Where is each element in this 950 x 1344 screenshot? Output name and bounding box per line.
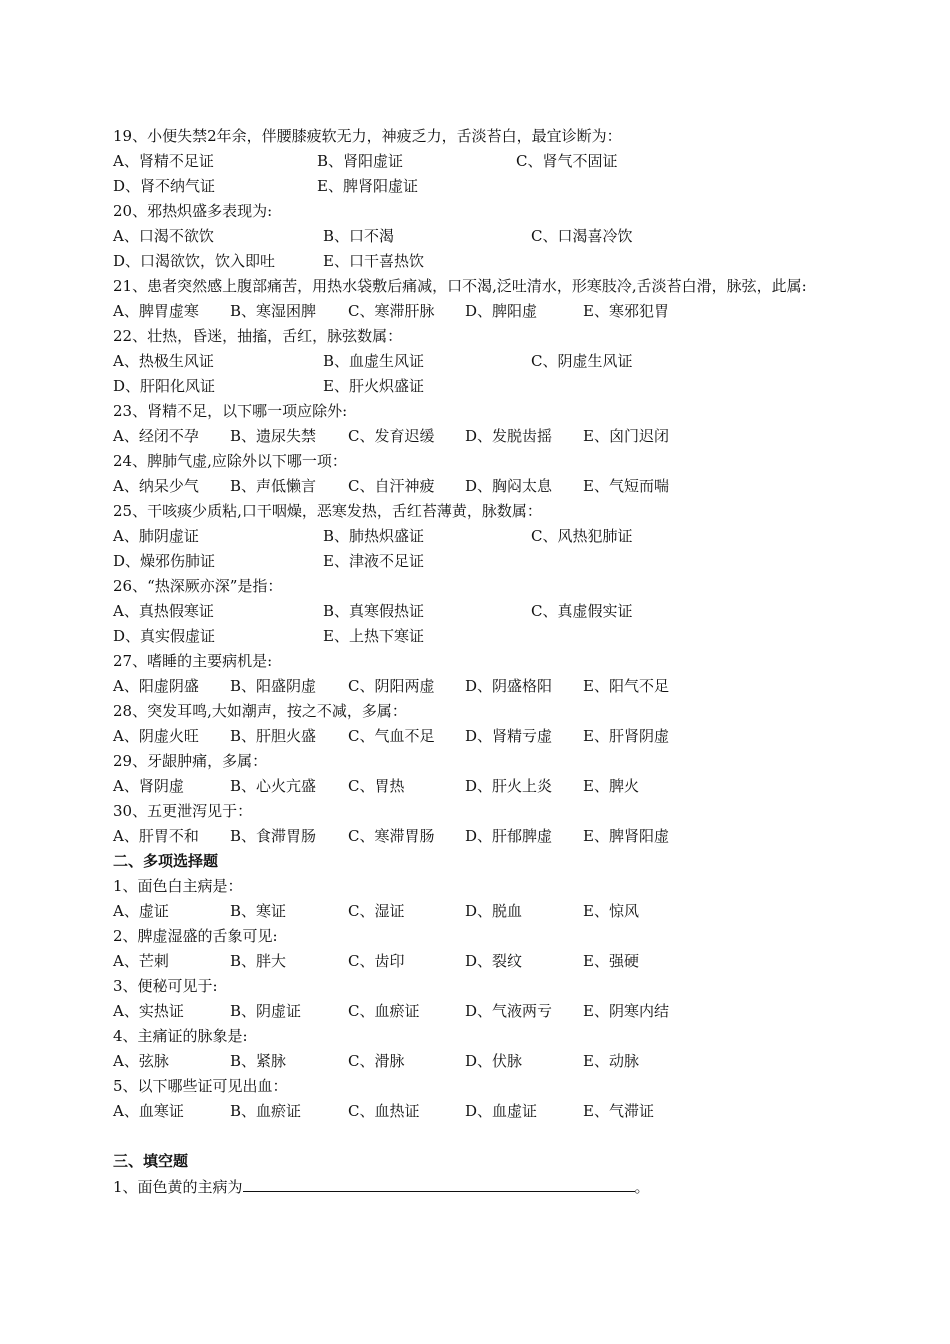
option-B: B、紧脉 <box>230 1052 287 1070</box>
question-stem: 20、邪热炽盛多表现为: <box>113 202 273 220</box>
question-stem: 2、脾虚湿盛的舌象可见: <box>113 927 278 945</box>
option-E: E、口干喜热饮 <box>323 252 424 270</box>
option-A: A、经闭不孕 <box>113 427 199 445</box>
option-D: D、肝郁脾虚 <box>465 827 553 845</box>
question-stem: 1、面色白主病是： <box>113 877 243 895</box>
option-C: C、湿证 <box>348 902 405 920</box>
option-E: E、动脉 <box>583 1052 639 1070</box>
option-D: D、脾阳虚 <box>465 302 538 320</box>
option-D: D、发脱齿摇 <box>465 427 553 445</box>
section-heading <box>113 1149 823 1174</box>
question-text <box>113 199 823 224</box>
option-D: D、肝阳化风证 <box>113 377 216 395</box>
exam-content <box>113 124 823 1199</box>
option-D: D、肝火上炎 <box>465 777 553 795</box>
option-E: E、津液不足证 <box>323 552 424 570</box>
option-row <box>113 724 823 749</box>
option-C: C、阴虚生风证 <box>531 352 633 370</box>
option-B: B、血虚生风证 <box>323 352 425 370</box>
option-C: C、寒滞胃肠 <box>348 827 435 845</box>
option-row <box>113 374 823 399</box>
option-E: E、肝肾阴虚 <box>583 727 669 745</box>
question-stem: 29、牙龈肿痛，多属： <box>113 752 268 770</box>
option-E: E、寒邪犯胃 <box>583 302 669 320</box>
option-C: C、发育迟缓 <box>348 427 435 445</box>
option-row <box>113 524 823 549</box>
option-A: A、血寒证 <box>113 1102 184 1120</box>
option-B: B、寒证 <box>230 902 287 920</box>
option-C: C、风热犯肺证 <box>531 527 633 545</box>
option-C: C、血热证 <box>348 1102 420 1120</box>
question-text <box>113 499 823 524</box>
option-C: C、真虚假实证 <box>531 602 633 620</box>
option-A: A、纳呆少气 <box>113 477 199 495</box>
option-E: E、囟门迟闭 <box>583 427 669 445</box>
option-row <box>113 824 823 849</box>
option-A: A、弦脉 <box>113 1052 169 1070</box>
option-row <box>113 1099 823 1124</box>
option-A: A、口渴不欲饮 <box>113 227 214 245</box>
question-text <box>113 649 823 674</box>
option-B: B、血瘀证 <box>230 1102 302 1120</box>
question-text <box>113 924 823 949</box>
option-row <box>113 949 823 974</box>
option-B: B、食滞胃肠 <box>230 827 317 845</box>
option-D: D、胸闷太息 <box>465 477 553 495</box>
question-stem: 28、突发耳鸣,大如潮声，按之不减，多属： <box>113 702 407 720</box>
option-D: D、裂纹 <box>465 952 523 970</box>
option-row <box>113 224 823 249</box>
option-D: D、口渴欲饮，饮入即吐 <box>113 252 276 270</box>
option-C: C、寒滞肝脉 <box>348 302 435 320</box>
option-row <box>113 549 823 574</box>
option-A: A、阴虚火旺 <box>113 727 199 745</box>
question-stem: 1、面色黄的主病为 <box>113 1178 243 1196</box>
option-E: E、上热下寒证 <box>323 627 424 645</box>
option-D: D、燥邪伤肺证 <box>113 552 216 570</box>
question-text <box>113 974 823 999</box>
option-C: C、自汗神疲 <box>348 477 435 495</box>
option-A: A、脾胃虚寒 <box>113 302 199 320</box>
question-stem: 27、嗜睡的主要病机是: <box>113 652 273 670</box>
option-B: B、肾阳虚证 <box>317 152 404 170</box>
option-C: C、阴阳两虚 <box>348 677 435 695</box>
question-text <box>113 749 823 774</box>
question-stem: 4、主痛证的脉象是: <box>113 1027 248 1045</box>
question-text <box>113 1074 823 1099</box>
question-text <box>113 324 823 349</box>
option-D: D、肾不纳气证 <box>113 177 216 195</box>
question-stem: 22、壮热，昏迷，抽搐，舌红，脉弦数属： <box>113 327 403 345</box>
question-stem: 24、脾肺气虚,应除外以下哪一项： <box>113 452 347 470</box>
option-row <box>113 624 823 649</box>
option-B: B、肺热炽盛证 <box>323 527 425 545</box>
answer-blank-line[interactable] <box>243 1174 635 1192</box>
option-row <box>113 424 823 449</box>
option-E: E、阴寒内结 <box>583 1002 669 1020</box>
option-row <box>113 774 823 799</box>
question-stem: 21、患者突然感上腹部痛苦，用热水袋敷后痛减，口不渴,泛吐清水，形寒肢冷,舌淡苔白滑，脉弦，此属: <box>113 277 807 295</box>
option-C: C、气血不足 <box>348 727 435 745</box>
option-B: B、肝胆火盛 <box>230 727 317 745</box>
option-B: B、阴虚证 <box>230 1002 302 1020</box>
question-stem: 30、五更泄泻见于： <box>113 802 253 820</box>
option-E: E、脾火 <box>583 777 639 795</box>
option-E: E、阳气不足 <box>583 677 669 695</box>
question-text <box>113 574 823 599</box>
option-A: A、肺阴虚证 <box>113 527 199 545</box>
fill-blank-question <box>113 1174 823 1199</box>
question-text <box>113 274 823 299</box>
option-E: E、肝火炽盛证 <box>323 377 424 395</box>
option-C: C、口渴喜冷饮 <box>531 227 633 245</box>
option-E: E、脾肾阳虚证 <box>317 177 418 195</box>
option-row <box>113 899 823 924</box>
question-text <box>113 124 823 149</box>
option-B: B、寒湿困脾 <box>230 302 317 320</box>
option-B: B、口不渴 <box>323 227 395 245</box>
option-row <box>113 474 823 499</box>
option-row <box>113 674 823 699</box>
question-text <box>113 399 823 424</box>
option-D: D、肾精亏虚 <box>465 727 553 745</box>
option-row <box>113 149 823 174</box>
option-C: C、肾气不固证 <box>516 152 618 170</box>
option-E: E、气短而喘 <box>583 477 669 495</box>
option-D: D、血虚证 <box>465 1102 538 1120</box>
question-stem: 26、“热深厥亦深”是指： <box>113 577 283 595</box>
question-text <box>113 449 823 474</box>
option-row <box>113 599 823 624</box>
option-row <box>113 1049 823 1074</box>
option-row <box>113 299 823 324</box>
option-E: E、脾肾阳虚 <box>583 827 669 845</box>
option-D: D、真实假虚证 <box>113 627 216 645</box>
option-E: E、气滞证 <box>583 1102 654 1120</box>
option-C: C、血瘀证 <box>348 1002 420 1020</box>
option-row <box>113 174 823 199</box>
option-B: B、遗尿失禁 <box>230 427 317 445</box>
option-E: E、惊风 <box>583 902 639 920</box>
option-B: B、阳盛阴虚 <box>230 677 317 695</box>
multi-choice-heading: 二、多项选择题 <box>113 852 219 870</box>
option-B: B、声低懒言 <box>230 477 317 495</box>
option-D: D、气液两亏 <box>465 1002 553 1020</box>
section-heading <box>113 849 823 874</box>
option-A: A、虚证 <box>113 902 169 920</box>
option-row <box>113 999 823 1024</box>
option-B: B、真寒假热证 <box>323 602 425 620</box>
question-stem: 19、小便失禁2年余，伴腰膝疲软无力，神疲乏力，舌淡苔白，最宜诊断为： <box>113 127 622 145</box>
option-D: D、脱血 <box>465 902 523 920</box>
option-C: C、齿印 <box>348 952 405 970</box>
option-B: B、胖大 <box>230 952 287 970</box>
fill-blank-heading: 三、填空题 <box>113 1152 189 1170</box>
option-A: A、肾阴虚 <box>113 777 184 795</box>
option-A: A、肾精不足证 <box>113 152 214 170</box>
option-C: C、胃热 <box>348 777 405 795</box>
option-C: C、滑脉 <box>348 1052 405 1070</box>
question-text <box>113 874 823 899</box>
option-D: D、阴盛格阳 <box>465 677 553 695</box>
question-text <box>113 1024 823 1049</box>
option-A: A、肝胃不和 <box>113 827 199 845</box>
question-text <box>113 699 823 724</box>
question-end-mark: 。 <box>634 1178 650 1196</box>
spacer <box>113 1124 823 1149</box>
question-stem: 5、以下哪些证可见出血： <box>113 1077 288 1095</box>
option-A: A、阳虚阴盛 <box>113 677 199 695</box>
question-stem: 3、便秘可见于: <box>113 977 218 995</box>
option-E: E、强硬 <box>583 952 639 970</box>
option-A: A、热极生风证 <box>113 352 214 370</box>
option-A: A、芒刺 <box>113 952 169 970</box>
question-stem: 25、干咳痰少质粘,口干咽燥，恶寒发热，舌红苔薄黄，脉数属： <box>113 502 542 520</box>
option-D: D、伏脉 <box>465 1052 523 1070</box>
option-A: A、实热证 <box>113 1002 184 1020</box>
option-A: A、真热假寒证 <box>113 602 214 620</box>
option-row <box>113 249 823 274</box>
question-text <box>113 799 823 824</box>
option-row <box>113 349 823 374</box>
option-B: B、心火亢盛 <box>230 777 317 795</box>
question-stem: 23、肾精不足，以下哪一项应除外: <box>113 402 348 420</box>
